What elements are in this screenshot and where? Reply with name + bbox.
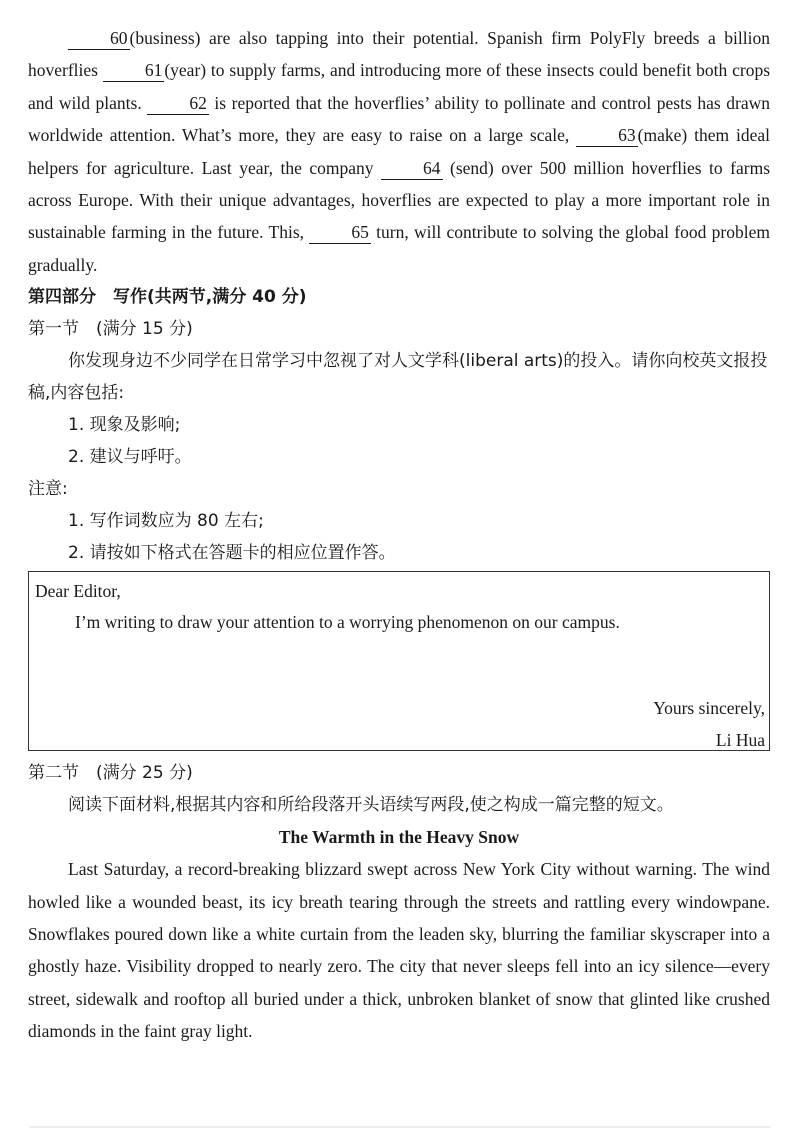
cloze-text: is reported that the hoverflies’ ability to pollinate and control pests has drawn worldwide attention. What’s more, they are easy to raise on a large scale, xyxy=(28,92,771,146)
cloze-paragraph xyxy=(28,22,770,281)
exam-page xyxy=(28,22,770,1048)
blank-65: 65 xyxy=(309,221,371,244)
blank-63: 63 xyxy=(576,124,638,147)
note-label: 注意: xyxy=(28,479,68,500)
letter-format-box xyxy=(28,571,770,751)
cloze-text: turn, will contribute to solving the global food problem gradually. xyxy=(28,222,771,275)
letter-salutation: Dear Editor, xyxy=(35,581,121,602)
blank-64: 64 xyxy=(381,157,443,180)
part4-heading: 第四部分 写作(共两节,满分 40 分) xyxy=(28,287,307,308)
note-2: 2. 请按如下格式在答题卡的相应位置作答。 xyxy=(68,543,396,564)
section1-prompt: 你发现身边不少同学在日常学习中忽视了对人文学科(liberal arts)的投入。请你向校英文报投稿,内容包括: xyxy=(28,351,768,404)
blank-60: 60 xyxy=(68,27,130,50)
blank-61: 61 xyxy=(103,59,165,82)
note-1: 1. 写作词数应为 80 左右; xyxy=(68,511,264,532)
cloze-text: (send) over 500 million hoverflies to farms across Europe. With their unique advantages, hoverflies are expected to play a more important role in sustainable farming in the future. This, xyxy=(28,157,771,243)
page-bottom-edge xyxy=(30,1126,770,1128)
section1-heading: 第一节 (满分 15 分) xyxy=(28,319,193,340)
letter-signature: Li Hua xyxy=(715,730,765,751)
story-title: The Warmth in the Heavy Snow xyxy=(278,827,520,848)
section2-prompt: 阅读下面材料,根据其内容和所给段落开头语续写两段,使之构成一篇完整的短文。 xyxy=(68,795,674,816)
section1-item-2: 2. 建议与呼吁。 xyxy=(68,447,192,468)
section2-heading: 第二节 (满分 25 分) xyxy=(28,763,193,784)
cloze-text: (year) to supply farms, and introducing more of these insects could benefit both crops and wild plants. xyxy=(28,60,771,113)
cloze-text: (business) are also tapping into their potential. Spanish firm PolyFly breeds a billion hoverflies xyxy=(28,28,770,81)
letter-closing: Yours sincerely, xyxy=(653,698,765,719)
letter-opening: I’m writing to draw your attention to a worrying phenomenon on our campus. xyxy=(75,612,620,633)
cloze-text: (make) them ideal helpers for agriculture. Last year, the company xyxy=(28,125,771,178)
section1-item-1: 1. 现象及影响; xyxy=(68,415,181,436)
blank-62: 62 xyxy=(147,92,209,115)
story-paragraph: Last Saturday, a record-breaking blizzard swept across New York City without warning. The wind howled like a wounded beast, its icy breath tearing through the streets and rattling every windowpane. Snowflakes poured down like a white curtain from the leaden sky, blurring the familiar skyscraper into a ghostly haze. Visibility dropped to nearly zero. The city that never sleeps fell into an icy silence—every street, sidewalk and rooftop all buried under a thick, unbroken blanket of snow that glinted like crushed diamonds in the faint gray light. xyxy=(28,859,770,1042)
